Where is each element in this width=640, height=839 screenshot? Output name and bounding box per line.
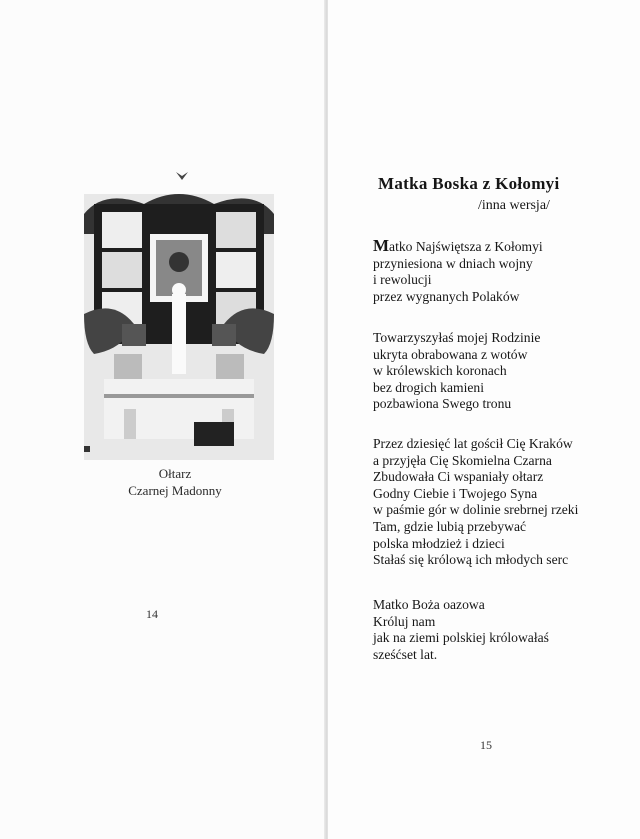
poem-line: w królewskich koronach: [373, 363, 507, 379]
drop-cap: M: [373, 236, 390, 255]
poem-title: Matka Boska z Kołomyi: [378, 174, 560, 193]
right-page: [328, 0, 640, 839]
poem-line: Tam, gdzie lubią przebywać: [373, 518, 527, 534]
poem-line: polska młodzież i dzieci: [373, 535, 505, 551]
poem-line: Zbudowała Ci wspaniały ołtarz: [373, 469, 544, 485]
poem-line: Godny Ciebie i Twojego Syna: [373, 485, 538, 501]
poem-line: Matko Boża oazowa: [373, 597, 485, 612]
poem-line: Przez dziesięć lat gościł Cię Kraków: [373, 436, 573, 451]
altar-photo-icon: [84, 164, 274, 460]
poem-line: w paśmie gór w dolinie srebrnej rzeki: [373, 502, 579, 518]
photo-caption: [100, 465, 250, 499]
poem-line: pozbawiona Swego tronu: [373, 396, 512, 412]
poem-subtitle: /inna wersja/: [478, 198, 550, 213]
stanza-1: [373, 238, 543, 305]
poem-line: Króluj nam: [373, 613, 436, 629]
caption-line: Ołtarz: [158, 466, 192, 481]
poem-line: Stałaś się królową ich młodych serc: [373, 552, 569, 568]
poem-line-rest: atko Najświętsza z Kołomyi: [389, 239, 543, 254]
poem-line: jak na ziemi polskiej królowałaś: [373, 630, 549, 646]
poem-line: sześćset lat.: [373, 646, 438, 662]
poem-line: a przyjęła Cię Skomielna Czarna: [373, 452, 552, 468]
stanza-3: [373, 436, 578, 569]
stanza-4: [373, 597, 549, 663]
poem-line: ukryta obrabowana z wotów: [373, 346, 528, 362]
poem-line: przyniesiona w dniach wojny: [373, 255, 533, 271]
poem-line: przez wygnanych Polaków: [373, 288, 520, 304]
caption-line: Czarnej Madonny: [128, 483, 222, 498]
stanza-2: [373, 330, 540, 413]
poem-line: Towarzyszyłaś mojej Rodzinie: [373, 330, 541, 345]
page-number-left: 14: [146, 607, 158, 621]
page-number-right: 15: [480, 738, 492, 752]
poem-line: bez drogich kamieni: [373, 379, 484, 395]
poem-line: i rewolucji: [373, 272, 432, 288]
poem-line: [373, 238, 543, 256]
